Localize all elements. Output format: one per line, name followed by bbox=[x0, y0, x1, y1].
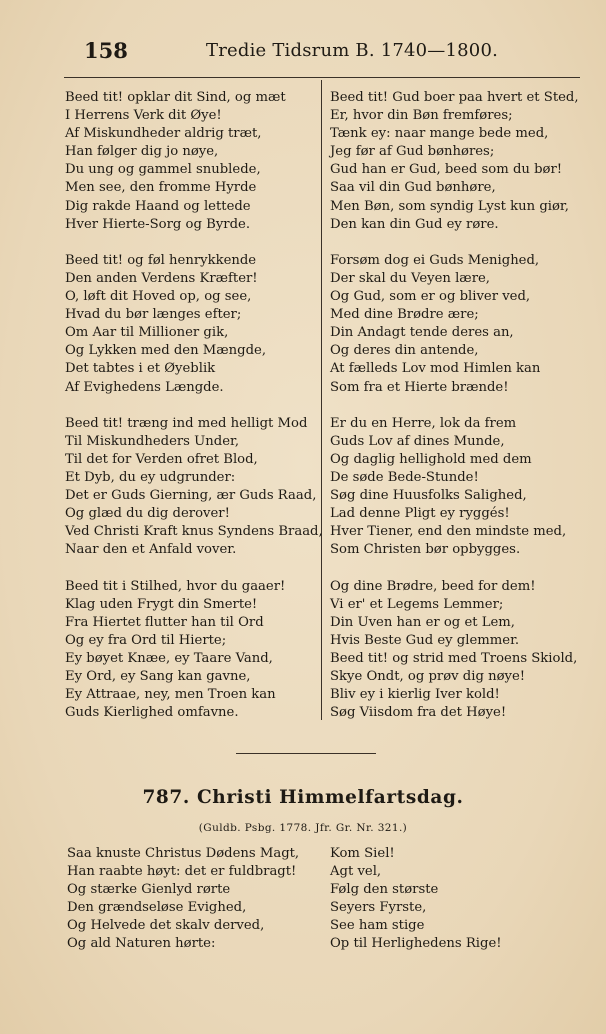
hymn-source: (Guldb. Psbg. 1778. Jfr. Gr. Nr. 321.) bbox=[198, 822, 408, 834]
hymn-title: 787. Christi Himmelfartsdag. bbox=[142, 787, 464, 808]
verse-line: Saa vil din Gud bønhøre, bbox=[330, 180, 496, 196]
verse-line: Forsøm dog ei Guds Menighed, bbox=[330, 252, 540, 268]
verse-line: Beed tit! og strid med Troens Skiold, bbox=[330, 650, 578, 666]
verse-line: Et Dyb, du ey udgrunder: bbox=[65, 469, 236, 485]
verse-line: Og ald Naturen hørte: bbox=[67, 936, 216, 952]
verse-line: Kom Siel! bbox=[330, 846, 395, 861]
verse-line: Er, hvor din Bøn fremføres; bbox=[330, 108, 513, 124]
verse-line: Og deres din antende, bbox=[330, 343, 479, 359]
page-number: 158 bbox=[84, 38, 128, 63]
verse-line: Det tabtes i et Øyeblik bbox=[65, 361, 216, 377]
verse-line: Om Aar til Millioner gik, bbox=[65, 325, 229, 341]
verse-line: Du ung og gammel snublede, bbox=[65, 162, 261, 178]
verse-line: Vi er' et Legems Lemmer; bbox=[330, 596, 504, 612]
hymn-left-column bbox=[67, 845, 299, 954]
verse-line: I Herrens Verk dit Øye! bbox=[65, 108, 222, 124]
verse-line: Hver Tiener, end den mindste med, bbox=[330, 524, 567, 540]
stanza bbox=[65, 578, 323, 723]
verse-line: Og Gud, som er og bliver ved, bbox=[330, 289, 531, 305]
verse-line: Som fra et Hierte brænde! bbox=[330, 379, 509, 395]
verse-line: Hver Hierte-Sorg og Byrde. bbox=[65, 216, 251, 232]
verse-line: Han raabte høyt: det er fuldbragt! bbox=[67, 864, 297, 880]
verse-line: Ved Christi Kraft knus Syndens Braad, bbox=[65, 524, 323, 540]
verse-line: Skye Ondt, og prøv dig nøye! bbox=[330, 669, 526, 684]
verse-line: Guds Lov af dines Munde, bbox=[330, 433, 505, 449]
verse-line: De søde Bede-Stunde! bbox=[330, 469, 479, 485]
verse-line: See ham stige bbox=[330, 918, 425, 934]
verse-line: Søg dine Huusfolks Salighed, bbox=[330, 488, 527, 504]
verse-line: Og ey fra Ord til Hierte; bbox=[65, 632, 227, 648]
stanza bbox=[330, 578, 579, 723]
verse-line: Jeg før af Gud bønhøres; bbox=[330, 144, 495, 160]
verse-line: Søg Viisdom fra det Høye! bbox=[330, 705, 507, 721]
stanza bbox=[330, 415, 579, 560]
verse-line: Men Bøn, som syndig Lyst kun giør, bbox=[330, 198, 569, 214]
stanza bbox=[65, 252, 323, 397]
hymn-right-column bbox=[330, 845, 502, 954]
verse-line: Ey Attraae, ney, men Troen kan bbox=[65, 687, 276, 703]
verse-line: Men see, den fromme Hyrde bbox=[65, 180, 257, 196]
verse-line: At fælleds Lov mod Himlen kan bbox=[330, 361, 541, 377]
verse-line: Naar den et Anfald vover. bbox=[65, 542, 237, 558]
verse-line: Er du en Herre, lok da frem bbox=[330, 415, 517, 431]
verse-line: Og glæd du dig derover! bbox=[65, 506, 230, 522]
verse-line: Bliv ey i kierlig Iver kold! bbox=[330, 687, 500, 703]
verse-line: Af Evighedens Længde. bbox=[65, 379, 224, 395]
verse-line: Agt vel, bbox=[330, 864, 382, 880]
verse-line: Og dine Brødre, beed for dem! bbox=[330, 578, 536, 594]
verse-line: Ey bøyet Knæe, ey Taare Vand, bbox=[65, 650, 273, 666]
left-column bbox=[65, 89, 323, 740]
verse-line: Op til Herlighedens Rige! bbox=[330, 936, 502, 952]
verse-line: Med dine Brødre ære; bbox=[330, 307, 479, 323]
stanza bbox=[65, 89, 323, 234]
verse-line: Den anden Verdens Kræfter! bbox=[65, 270, 258, 286]
verse-line: Den grændseløse Evighed, bbox=[67, 900, 247, 916]
verse-line: Hvad du bør længes efter; bbox=[65, 307, 242, 323]
verse-line: Beed tit i Stilhed, hvor du gaaer! bbox=[65, 578, 286, 594]
running-head: Tredie Tidsrum B. 1740—1800. bbox=[206, 40, 499, 61]
verse-line: Til Miskundheders Under, bbox=[65, 433, 240, 449]
verse-line: Guds Kierlighed omfavne. bbox=[65, 705, 239, 721]
verse-line: Seyers Fyrste, bbox=[330, 900, 427, 916]
verse-line: Beed tit! og føl henrykkende bbox=[65, 252, 257, 268]
verse-line: Klag uden Frygt din Smerte! bbox=[65, 596, 258, 612]
verse-line: Hvis Beste Gud ey glemmer. bbox=[330, 632, 520, 648]
verse-line: Din Andagt tende deres an, bbox=[330, 325, 514, 341]
right-column bbox=[330, 89, 579, 740]
header-rule bbox=[64, 77, 580, 78]
verse-line: Til det for Verden ofret Blod, bbox=[65, 451, 258, 467]
verse-line: Ey Ord, ey Sang kan gavne, bbox=[65, 669, 251, 684]
verse-line: Han følger dig jo nøye, bbox=[65, 144, 219, 160]
verse-line: Af Miskundheder aldrig træt, bbox=[65, 126, 262, 142]
verse-line: Lad denne Pligt ey ryggés! bbox=[330, 506, 510, 522]
verse-line: Gud han er Gud, beed som du bør! bbox=[330, 162, 563, 178]
stanza bbox=[330, 252, 579, 397]
verse-line: Og stærke Gienlyd rørte bbox=[67, 882, 231, 898]
verse-line: Fra Hiertet flutter han til Ord bbox=[65, 614, 264, 630]
verse-line: Og Helvede det skalv derved, bbox=[67, 918, 265, 934]
verse-line: O, løft dit Hoved op, og see, bbox=[65, 289, 252, 305]
verse-line: Tænk ey: naar mange bede med, bbox=[330, 126, 549, 142]
verse-line: Dig rakde Haand og lettede bbox=[65, 198, 251, 214]
verse-line: Den kan din Gud ey røre. bbox=[330, 216, 499, 232]
verse-line: Saa knuste Christus Dødens Magt, bbox=[67, 846, 300, 861]
section-separator bbox=[236, 753, 376, 754]
verse-line: Beed tit! Gud boer paa hvert et Sted, bbox=[330, 90, 579, 105]
stanza bbox=[330, 89, 579, 234]
verse-line: Det er Guds Gierning, ær Guds Raad, bbox=[65, 488, 317, 504]
verse-line: Følg den største bbox=[330, 882, 439, 898]
verse-line: Som Christen bør opbygges. bbox=[330, 542, 521, 558]
verse-line: Og Lykken med den Mængde, bbox=[65, 343, 267, 359]
stanza bbox=[65, 415, 323, 560]
verse-line: Der skal du Veyen lære, bbox=[330, 270, 491, 286]
verse-line: Din Uven han er og et Lem, bbox=[330, 614, 515, 630]
verse-line: Beed tit! opklar dit Sind, og mæt bbox=[65, 90, 286, 105]
verse-line: Og daglig hellighold med dem bbox=[330, 451, 532, 467]
verse-line: Beed tit! træng ind med helligt Mod bbox=[65, 415, 308, 431]
